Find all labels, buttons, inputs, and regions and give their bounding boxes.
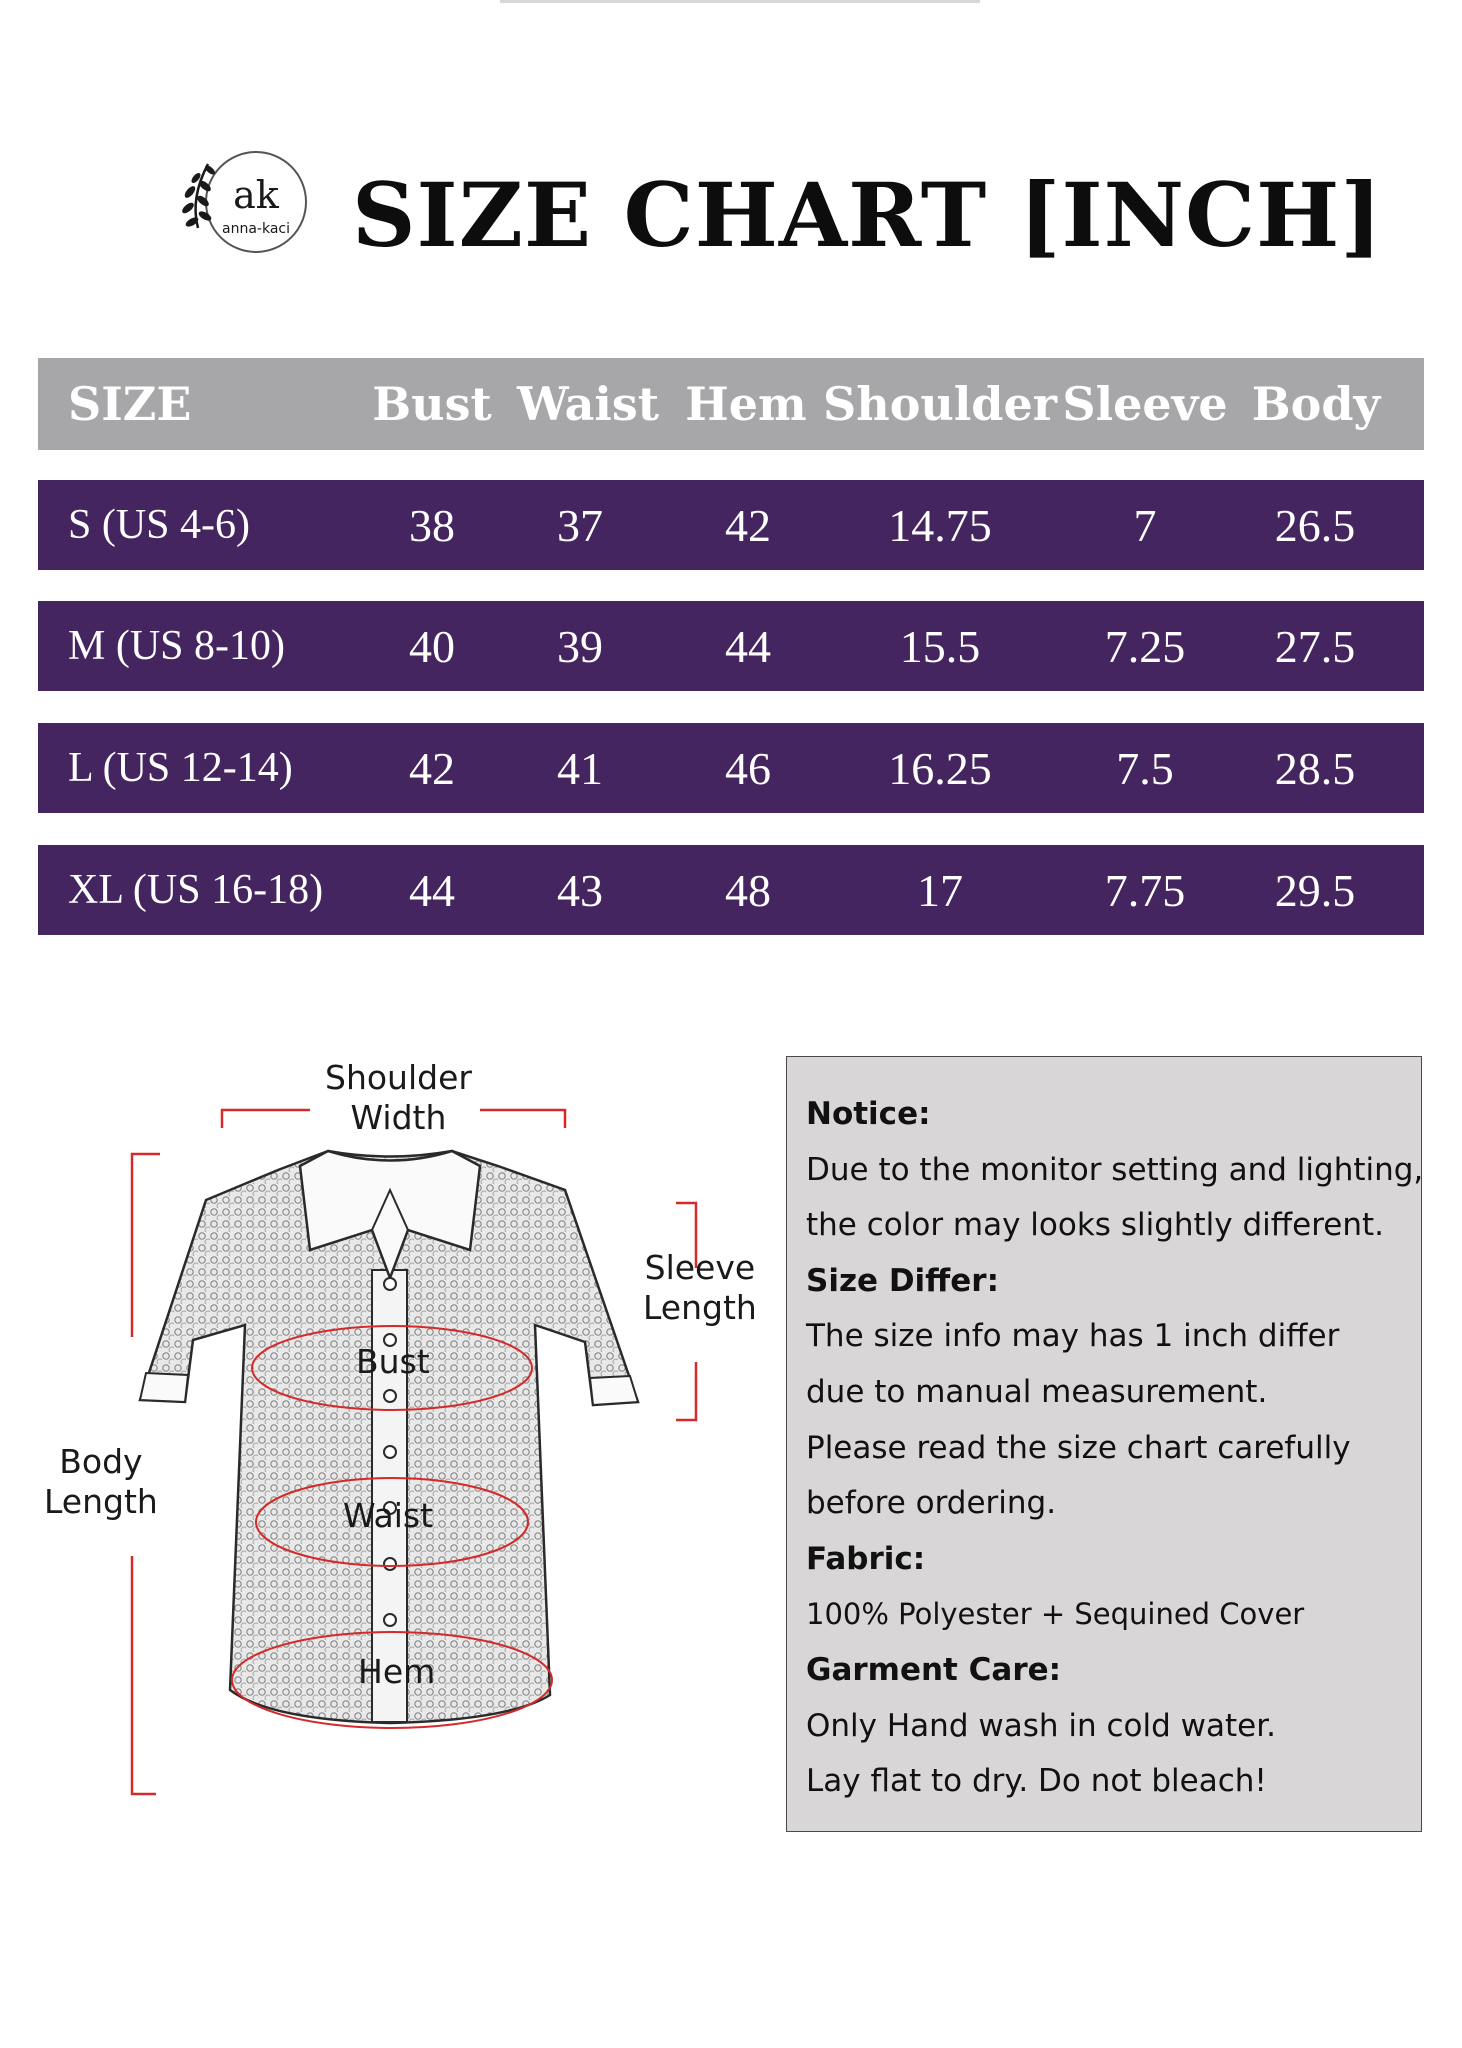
cell-sleeve: 7.75 <box>1104 864 1186 916</box>
body-label-line: Body <box>59 1442 143 1481</box>
body-bracket-bottom <box>132 1556 156 1794</box>
cell-body: 27.5 <box>1274 620 1356 672</box>
column-header-size: SIZE <box>68 377 192 431</box>
cell-body: 26.5 <box>1274 499 1356 551</box>
size-differ-heading: Size Differ: <box>806 1262 999 1299</box>
waist-label: Waist <box>343 1496 434 1535</box>
notice-text: the color may looks slightly different. <box>806 1207 1384 1244</box>
column-header-waist: Waist <box>516 377 660 431</box>
column-header-sleeve: Sleeve <box>1062 377 1228 431</box>
bust-label: Bust <box>356 1342 430 1381</box>
sleeve-label-line: Length <box>643 1288 757 1327</box>
shoulder-label-line: Shoulder <box>325 1058 472 1097</box>
brand-logo <box>168 146 318 256</box>
left-cuff-shape <box>140 1373 188 1402</box>
table-row <box>38 480 1424 570</box>
body-length-label <box>44 1442 158 1522</box>
top-divider <box>500 0 980 3</box>
cell-waist: 37 <box>557 499 603 551</box>
shoulder-label-line: Width <box>350 1098 447 1137</box>
size-differ-text: before ordering. <box>806 1485 1057 1522</box>
cell-size: S (US 4-6) <box>68 502 251 548</box>
page-title: SIZE CHART [INCH] <box>352 163 1383 267</box>
garment-care-heading: Garment Care: <box>806 1651 1062 1688</box>
column-header-body: Body <box>1251 377 1381 431</box>
leaf-branch-icon <box>180 164 216 229</box>
cell-sleeve: 7.5 <box>1116 742 1174 794</box>
size-differ-text: due to manual measurement. <box>806 1373 1268 1410</box>
cell-size: XL (US 16-18) <box>68 867 324 913</box>
cell-sleeve: 7 <box>1133 499 1157 551</box>
garment-care-text: Lay flat to dry. Do not bleach! <box>806 1763 1267 1800</box>
shoulder-bracket-left <box>222 1110 310 1128</box>
cell-waist: 41 <box>557 742 603 794</box>
notice-box <box>786 1056 1422 1832</box>
cell-body: 28.5 <box>1274 742 1356 794</box>
cell-waist: 43 <box>557 864 603 916</box>
notice-heading: Notice: <box>806 1096 931 1132</box>
cell-bust: 38 <box>409 499 455 551</box>
cell-hem: 48 <box>725 864 771 916</box>
cell-hem: 46 <box>725 742 771 794</box>
brand-monogram: ak <box>233 173 279 217</box>
cell-shoulder: 17 <box>917 864 963 916</box>
cell-size: M (US 8-10) <box>68 623 285 669</box>
size-differ-text: The size info may has 1 inch differ <box>806 1318 1340 1355</box>
cell-hem: 44 <box>725 620 771 672</box>
shirt-illustration <box>30 1040 790 1820</box>
table-header <box>38 358 1424 450</box>
sleeve-bracket-bottom <box>676 1362 696 1420</box>
column-header-bust: Bust <box>372 377 492 431</box>
cell-body: 29.5 <box>1274 864 1356 916</box>
shoulder-bracket-right <box>480 1110 565 1128</box>
body-label-line: Length <box>44 1482 158 1521</box>
garment-care-text: Only Hand wash in cold water. <box>806 1707 1276 1744</box>
column-header-shoulder: Shoulder <box>823 377 1057 431</box>
sleeve-label-line: Sleeve <box>644 1248 756 1287</box>
cell-sleeve: 7.25 <box>1104 620 1186 672</box>
size-differ-text: Please read the size chart carefully <box>806 1429 1351 1466</box>
hem-label: Hem <box>358 1652 436 1691</box>
cell-shoulder: 14.75 <box>888 499 992 551</box>
brand-name: anna-kaci <box>222 221 290 237</box>
table-row <box>38 723 1424 813</box>
cell-shoulder: 15.5 <box>899 620 981 672</box>
shirt-measurement-diagram <box>30 1040 790 1820</box>
cell-hem: 42 <box>725 499 771 551</box>
shoulder-width-label <box>325 1058 472 1138</box>
cell-size: L (US 12-14) <box>68 745 293 791</box>
cell-waist: 39 <box>557 620 603 672</box>
notice-text: Due to the monitor setting and lighting, <box>806 1151 1424 1188</box>
cell-bust: 42 <box>409 742 455 794</box>
table-row <box>38 845 1424 935</box>
cell-bust: 40 <box>409 620 455 672</box>
table-row <box>38 601 1424 691</box>
fabric-text: 100% Polyester + Sequined Cover <box>806 1597 1305 1632</box>
sleeve-length-label <box>643 1248 757 1328</box>
fabric-heading: Fabric: <box>806 1540 926 1577</box>
body-bracket-top <box>132 1154 160 1337</box>
right-cuff-shape <box>590 1376 638 1405</box>
cell-bust: 44 <box>409 864 455 916</box>
cell-shoulder: 16.25 <box>888 742 992 794</box>
column-header-hem: Hem <box>685 377 807 431</box>
